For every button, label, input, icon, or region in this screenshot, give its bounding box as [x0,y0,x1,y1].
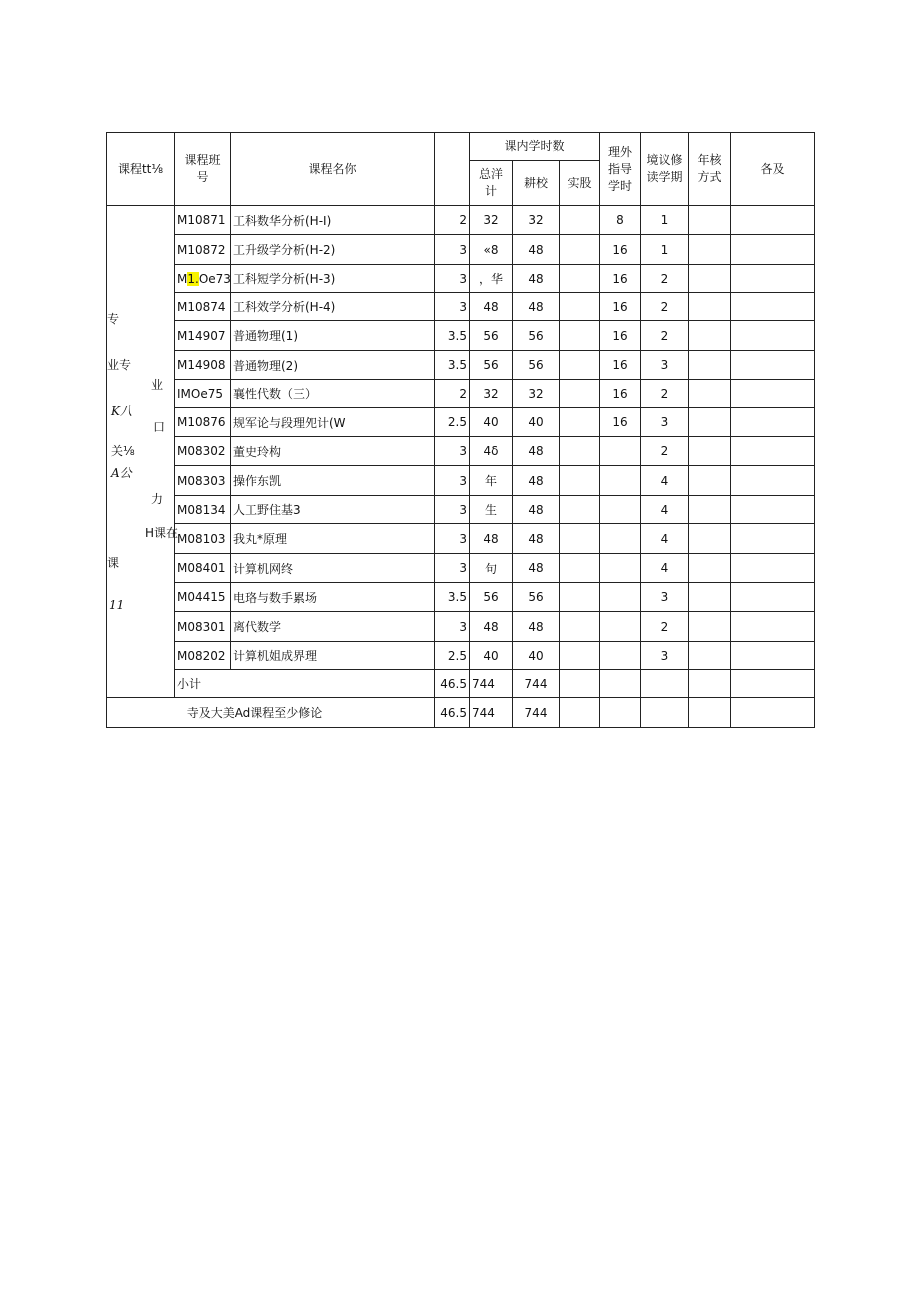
course-code: M10876 [175,408,231,437]
course-outside-hours [600,437,641,466]
course-code: M08103 [175,524,231,554]
table-row [107,206,815,235]
table-row [107,554,815,583]
course-lecture-hours: 32 [513,206,560,235]
course-lab-hours [560,496,600,524]
category-label: H课在 [145,526,179,540]
course-lecture-hours: 48 [513,466,560,496]
course-credit: 3 [435,496,470,524]
course-semester: 2 [641,265,689,293]
course-remarks [731,351,815,380]
category-cell [107,206,179,698]
course-credit: 3 [435,466,470,496]
header-semester: 境议修读学期 [641,133,689,206]
subtotal-total-hours: 744 [470,670,513,698]
course-lecture-hours: 56 [513,321,560,351]
course-remarks [731,321,815,351]
category-label: K八 [111,404,132,418]
header-lab: 实股 [560,161,600,206]
header-remarks: 各及 [731,133,815,206]
course-semester: 2 [641,437,689,466]
header-total: 总洋计 [470,161,513,206]
course-credit: 3 [435,612,470,642]
header-name: 课程名你 [231,133,435,206]
course-lab-hours [560,524,600,554]
course-semester: 2 [641,380,689,408]
course-name: 普通物理(1) [231,321,435,351]
course-exam [689,380,731,408]
category-label: 11 [109,598,125,612]
table-row [107,496,815,524]
table-row [107,466,815,496]
header-lecture: 耕校 [513,161,560,206]
course-total-hours: 40 [470,642,513,670]
course-lecture-hours: 48 [513,265,560,293]
subtotal-lecture-hours: 744 [513,670,560,698]
course-outside-hours: 16 [600,380,641,408]
course-outside-hours [600,612,641,642]
course-exam [689,293,731,321]
subtotal-remarks [731,670,815,698]
header-exam: 年核方式 [689,133,731,206]
course-name: 普通物理(2) [231,351,435,380]
table-row [107,321,815,351]
course-name: 规军论与段理夗计(W [231,408,435,437]
course-exam [689,321,731,351]
course-lecture-hours: 48 [513,293,560,321]
course-exam [689,554,731,583]
subtotal-outside [600,670,641,698]
course-lab-hours [560,351,600,380]
table-row [107,351,815,380]
course-lab-hours [560,466,600,496]
course-code: M14908 [175,351,231,380]
course-name: 工升级学分析(H-2) [231,235,435,265]
category-label: 口 [153,420,166,434]
course-code: M08401 [175,554,231,583]
category-label: 力 [151,492,164,506]
header-row [107,133,815,161]
course-name: 人工野住基3 [231,496,435,524]
table-row [107,437,815,466]
course-remarks [731,642,815,670]
course-lab-hours [560,235,600,265]
header-category: 课程tt⅛ [107,133,175,206]
course-credit: 3 [435,235,470,265]
category-label: 业专 [107,358,132,372]
course-lab-hours [560,293,600,321]
course-remarks [731,524,815,554]
course-semester: 3 [641,351,689,380]
course-lab-hours [560,265,600,293]
course-outside-hours: 16 [600,293,641,321]
course-code: M10871 [175,206,231,235]
course-table [106,132,815,728]
course-exam [689,612,731,642]
course-exam [689,265,731,293]
course-remarks [731,554,815,583]
course-semester: 4 [641,554,689,583]
course-total-hours: 生 [470,496,513,524]
course-lecture-hours: 32 [513,380,560,408]
course-credit: 3 [435,524,470,554]
course-code: M08202 [175,642,231,670]
course-outside-hours [600,554,641,583]
course-exam [689,524,731,554]
course-remarks [731,380,815,408]
course-lecture-hours: 48 [513,235,560,265]
course-outside-hours: 16 [600,351,641,380]
category-label: 专 [107,312,120,326]
course-lecture-hours: 48 [513,437,560,466]
course-semester: 1 [641,206,689,235]
course-code: M1.Oe73 [175,265,231,293]
subtotal-label: 小计 [175,670,435,698]
course-total-hours: 56 [470,583,513,612]
course-outside-hours [600,466,641,496]
summary-outside [600,698,641,728]
course-code: M08134 [175,496,231,524]
course-credit: 3 [435,554,470,583]
table-row [107,380,815,408]
course-lab-hours [560,583,600,612]
course-credit: 3.5 [435,583,470,612]
course-exam [689,496,731,524]
course-total-hours: 32 [470,206,513,235]
course-code: M10872 [175,235,231,265]
course-credit: 2.5 [435,408,470,437]
course-outside-hours: 16 [600,408,641,437]
summary-credit: 46.5 [435,698,470,728]
course-semester: 3 [641,583,689,612]
subtotal-row [107,670,815,698]
course-lab-hours [560,408,600,437]
table-row [107,293,815,321]
summary-lab [560,698,600,728]
course-name: 操作东凯 [231,466,435,496]
course-code: M08302 [175,437,231,466]
course-total-hours: 4δ [470,437,513,466]
course-name: 电珞与数手累场 [231,583,435,612]
course-remarks [731,235,815,265]
course-credit: 3.5 [435,351,470,380]
course-lab-hours [560,642,600,670]
course-exam [689,408,731,437]
course-outside-hours [600,642,641,670]
course-total-hours: 32 [470,380,513,408]
course-semester: 4 [641,466,689,496]
course-credit: 2 [435,206,470,235]
summary-lecture-hours: 744 [513,698,560,728]
course-outside-hours: 8 [600,206,641,235]
course-total-hours: 48 [470,293,513,321]
course-semester: 2 [641,321,689,351]
course-total-hours: 句 [470,554,513,583]
course-semester: 4 [641,496,689,524]
course-lecture-hours: 40 [513,642,560,670]
course-remarks [731,265,815,293]
category-label: 业 [151,378,164,392]
course-lecture-hours: 56 [513,351,560,380]
course-code: M08301 [175,612,231,642]
course-remarks [731,466,815,496]
course-exam [689,466,731,496]
table-row [107,408,815,437]
summary-exam [689,698,731,728]
subtotal-exam [689,670,731,698]
course-lecture-hours: 48 [513,496,560,524]
course-lecture-hours: 40 [513,408,560,437]
table-row [107,265,815,293]
course-code: IMOe75 [175,380,231,408]
course-exam [689,206,731,235]
table-row [107,612,815,642]
subtotal-credit: 46.5 [435,670,470,698]
course-exam [689,437,731,466]
category-label: A公 [111,466,132,480]
course-total-hours: 年 [470,466,513,496]
header-outside-hours: 理外指导学时 [600,133,641,206]
course-name: 计算机姐成界理 [231,642,435,670]
table-row [107,642,815,670]
course-credit: 3 [435,437,470,466]
subtotal-lab [560,670,600,698]
table-row [107,524,815,554]
course-name: 襄性代数（三） [231,380,435,408]
course-exam [689,583,731,612]
course-semester: 3 [641,642,689,670]
course-outside-hours: 16 [600,265,641,293]
category-label: 课 [107,556,120,570]
course-name: 计算机网终 [231,554,435,583]
course-credit: 2 [435,380,470,408]
course-credit: 3.5 [435,321,470,351]
course-outside-hours [600,583,641,612]
course-remarks [731,408,815,437]
header-hours-group: 课内学时数 [470,133,600,161]
course-credit: 3 [435,293,470,321]
course-code: M04415 [175,583,231,612]
course-total-hours: «8 [470,235,513,265]
course-code: M10874 [175,293,231,321]
course-credit: 3 [435,265,470,293]
category-label: 关⅛ [111,444,135,458]
summary-remarks [731,698,815,728]
course-name: 我丸*原理 [231,524,435,554]
course-semester: 2 [641,293,689,321]
course-outside-hours [600,524,641,554]
course-total-hours: 40 [470,408,513,437]
course-remarks [731,496,815,524]
course-lab-hours [560,206,600,235]
course-total-hours: ，华 [470,265,513,293]
course-remarks [731,293,815,321]
course-lab-hours [560,321,600,351]
summary-semester [641,698,689,728]
summary-total-hours: 744 [470,698,513,728]
course-credit: 2.5 [435,642,470,670]
course-lab-hours [560,380,600,408]
course-lab-hours [560,612,600,642]
course-code: M14907 [175,321,231,351]
header-code: 课程班号 [175,133,231,206]
course-outside-hours [600,496,641,524]
course-lab-hours [560,554,600,583]
summary-label: 寺及大美Ad课程至少修论 [107,698,435,728]
header-credit [435,133,470,206]
course-name: 离代数学 [231,612,435,642]
course-semester: 2 [641,612,689,642]
course-lecture-hours: 56 [513,583,560,612]
table-row [107,583,815,612]
course-remarks [731,437,815,466]
table-row [107,235,815,265]
course-lab-hours [560,437,600,466]
course-semester: 1 [641,235,689,265]
course-exam [689,642,731,670]
subtotal-semester [641,670,689,698]
course-remarks [731,612,815,642]
course-remarks [731,583,815,612]
course-lecture-hours: 48 [513,612,560,642]
course-outside-hours: 16 [600,321,641,351]
course-name: 董史玲构 [231,437,435,466]
course-lecture-hours: 48 [513,524,560,554]
summary-row [107,698,815,728]
course-name: 工科短学分析(H-3) [231,265,435,293]
course-remarks [731,206,815,235]
course-code: M08303 [175,466,231,496]
course-lecture-hours: 48 [513,554,560,583]
course-total-hours: 48 [470,612,513,642]
course-semester: 4 [641,524,689,554]
course-total-hours: 56 [470,321,513,351]
course-name: 工科数华分析(H-I) [231,206,435,235]
course-total-hours: 48 [470,524,513,554]
course-exam [689,351,731,380]
course-outside-hours: 16 [600,235,641,265]
course-total-hours: 56 [470,351,513,380]
course-exam [689,235,731,265]
course-semester: 3 [641,408,689,437]
course-name: 工科效学分析(H-4) [231,293,435,321]
